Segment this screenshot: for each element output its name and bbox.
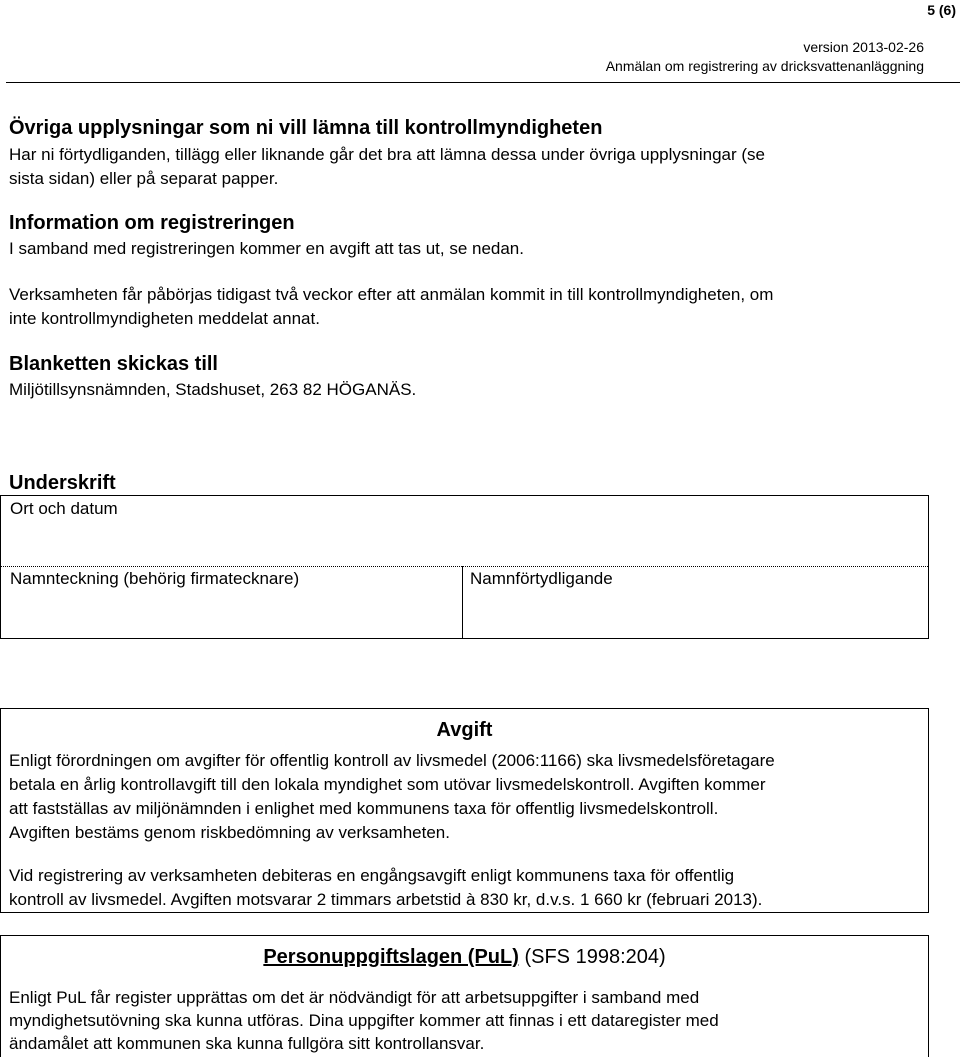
page-number: 5 (6) xyxy=(927,2,956,18)
fee-para1-line-3: att fastställas av miljönämnden i enlighet med kommunens taxa för offentlig livsmedelskontroll. xyxy=(9,799,719,818)
header-divider xyxy=(6,82,960,83)
fee-box xyxy=(0,708,929,913)
other-info-heading: Övriga upplysningar som ni vill lämna till kontrollmyndigheten xyxy=(9,117,603,139)
signature-form-box xyxy=(0,495,929,639)
signature-heading: Underskrift xyxy=(9,472,116,494)
version-label: version 2013-02-26 xyxy=(803,39,924,55)
pul-line-2: myndighetsutövning ska kunna utföras. Dina uppgifter kommer att finnas i ett dataregister med xyxy=(9,1011,719,1030)
other-info-line-1: Har ni förtydliganden, tillägg eller liknande går det bra att lämna dessa under övriga upplysningar (se xyxy=(9,145,765,164)
registration-info-para2-line-2: inte kontrollmyndigheten meddelat annat. xyxy=(9,309,320,328)
pul-line-3: ändamålet att kommunen ska kunna fullgöra sitt kontrollansvar. xyxy=(9,1034,485,1053)
send-to-address: Miljötillsynsnämnden, Stadshuset, 263 82 HÖGANÄS. xyxy=(9,380,417,399)
pul-heading-bold: Personuppgiftslagen (PuL) xyxy=(263,946,519,968)
fee-para1-line-1: Enligt förordningen om avgifter för offentlig kontroll av livsmedel (2006:1166) ska livsmedelsföretagare xyxy=(9,751,775,770)
registration-info-para2-line-1: Verksamheten får påbörjas tidigast två veckor efter att anmälan kommit in till kontrollmyndigheten, om xyxy=(9,285,774,304)
fee-para1-line-2: betala en årlig kontrollavgift till den lokala myndighet som utövar livsmedelskontroll. Avgiften kommer xyxy=(9,775,766,794)
fee-para1-line-4: Avgiften bestäms genom riskbedömning av verksamheten. xyxy=(9,823,450,842)
name-clarification-label: Namnförtydligande xyxy=(470,569,613,588)
fee-heading: Avgift xyxy=(436,719,493,741)
registration-info-heading: Information om registreringen xyxy=(9,212,295,234)
fee-para2-line-1: Vid registrering av verksamheten debiteras en engångsavgift enligt kommunens taxa för offentlig xyxy=(9,866,735,885)
signature-column-divider xyxy=(462,566,463,639)
send-to-heading: Blanketten skickas till xyxy=(9,353,218,375)
document-title: Anmälan om registrering av dricksvattenanläggning xyxy=(605,58,924,74)
other-info-line-2: sista sidan) eller på separat papper. xyxy=(9,169,279,188)
pul-box xyxy=(0,935,929,1057)
pul-heading-rest: (SFS 1998:204) xyxy=(518,946,666,968)
signature-row-divider xyxy=(1,566,928,567)
pul-line-1: Enligt PuL får register upprättas om det är nödvändigt för att arbetsuppgifter i samband med xyxy=(9,988,700,1007)
pul-heading xyxy=(1,946,928,969)
registration-info-line-1: I samband med registreringen kommer en avgift att tas ut, se nedan. xyxy=(9,239,524,258)
place-date-label: Ort och datum xyxy=(10,499,118,518)
signature-label: Namnteckning (behörig firmatecknare) xyxy=(10,569,300,588)
fee-para2-line-2: kontroll av livsmedel. Avgiften motsvarar 2 timmars arbetstid à 830 kr, d.v.s. 1 660 kr (februari 2013). xyxy=(9,890,763,909)
